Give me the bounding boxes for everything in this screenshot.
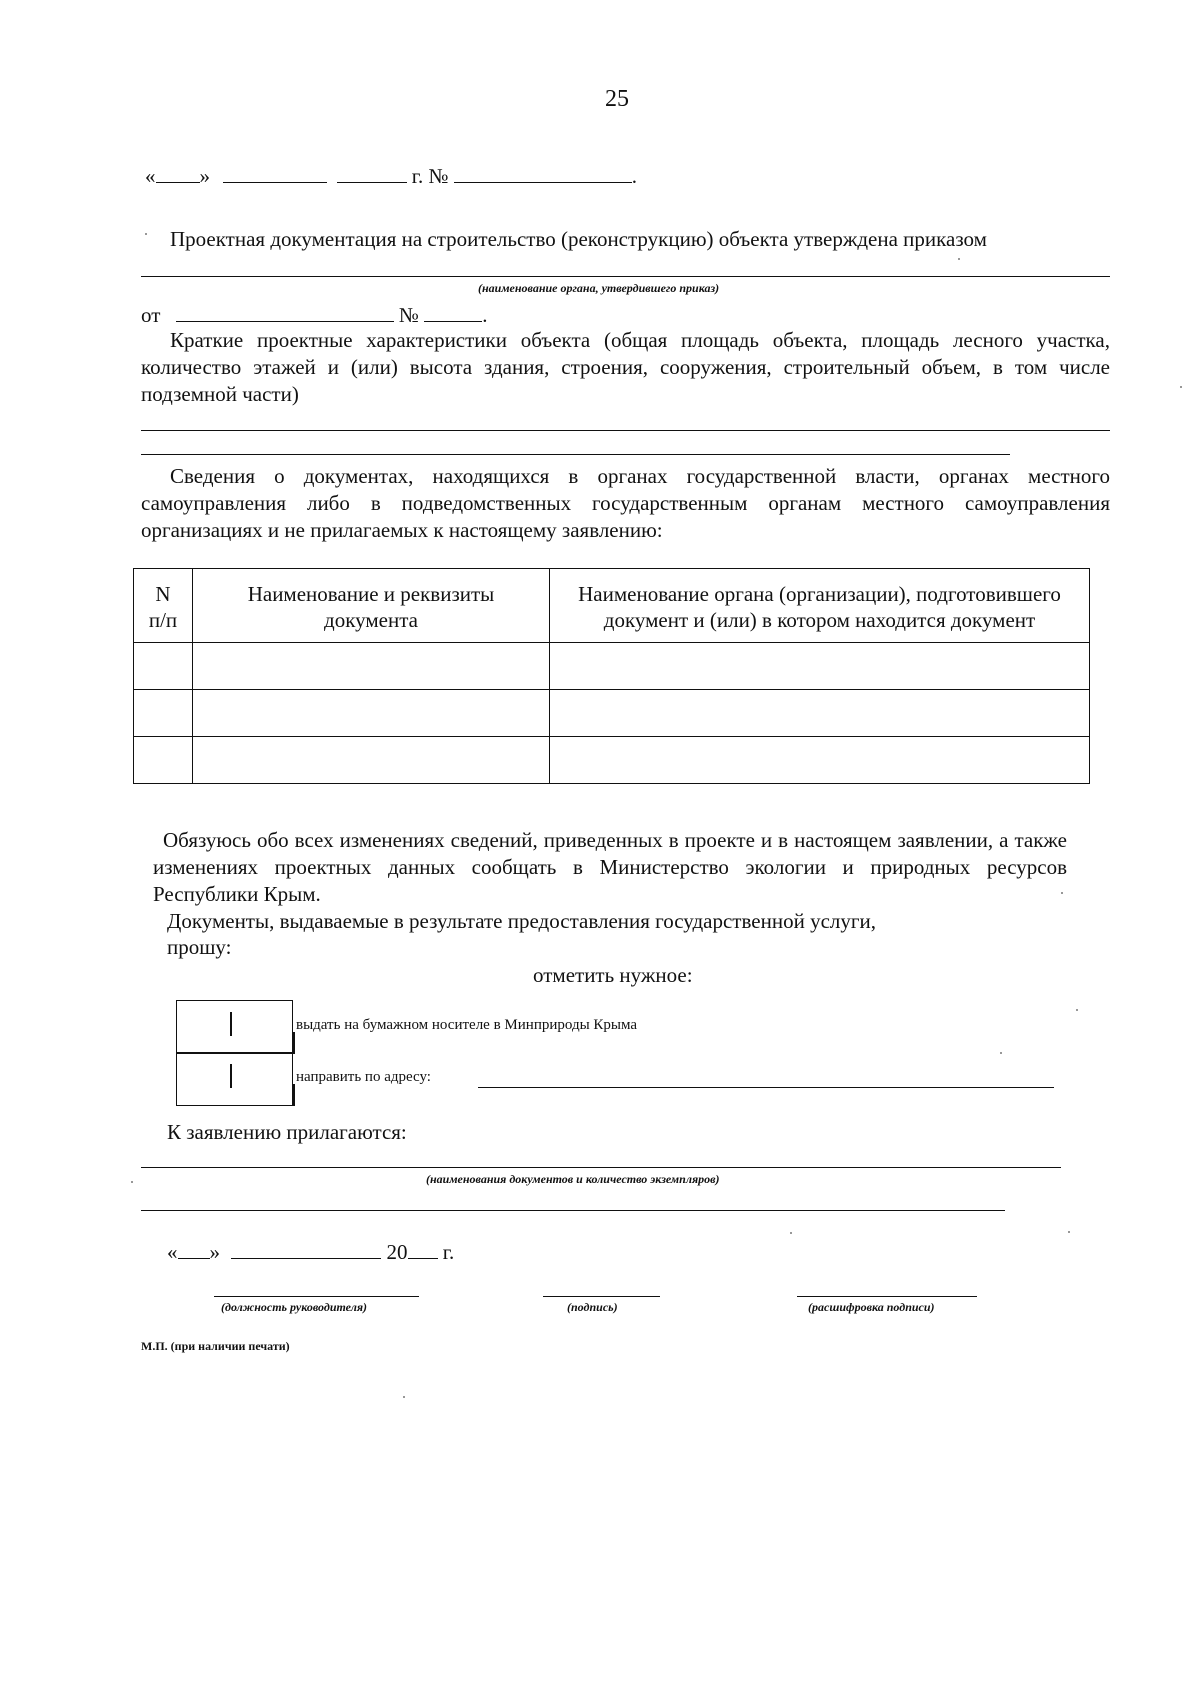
mark-prompt: отметить нужное: <box>533 963 693 987</box>
column-header-number: N п/п <box>134 569 193 643</box>
date-open-quote: « <box>145 164 156 188</box>
signature-year-prefix: 20 <box>386 1240 408 1264</box>
order-line <box>141 302 487 329</box>
year-blank[interactable] <box>337 164 407 183</box>
table-cell[interactable] <box>134 643 193 690</box>
delivery-text-line-1: Документы, выдаваемые в результате предоставления государственной услуги, <box>167 909 876 933</box>
attachments-line-1[interactable] <box>141 1167 1061 1168</box>
order-number-blank[interactable] <box>424 303 482 322</box>
page-number: 25 <box>605 86 629 112</box>
scan-speck <box>145 233 147 235</box>
signature-year-suffix: г. <box>442 1240 455 1264</box>
table-cell[interactable] <box>134 737 193 784</box>
order-date-blank[interactable] <box>176 303 394 322</box>
table-cell[interactable] <box>550 690 1090 737</box>
table-cell[interactable] <box>550 643 1090 690</box>
attachments-title: К заявлению прилагаются: <box>167 1120 407 1144</box>
table-cell[interactable] <box>193 643 550 690</box>
documents-intro: Сведения о документах, находящихся в органах государственной власти, органах местного самоуправления либо в подведомственных государственным органам местного самоуправления организациях и не прилагаемых к настоящему заявлению: <box>141 464 1110 542</box>
signature-month-blank[interactable] <box>231 1240 381 1259</box>
documents-table <box>133 568 1090 784</box>
scan-speck <box>131 1181 133 1183</box>
characteristics-text: Краткие проектные характеристики объекта (общая площадь объекта, площадь лесного участка, количество этажей и (или) высота здания, строения, сооружения, строительный объем, в том числе подземной части) <box>141 328 1110 406</box>
scan-speck <box>403 1396 405 1398</box>
date-end: . <box>631 164 638 188</box>
project-approval-text: Проектная документация на строительство (реконструкцию) объекта утверждена приказом <box>170 227 987 251</box>
registration-number-blank[interactable] <box>454 164 632 183</box>
scan-speck <box>1068 1231 1070 1233</box>
table-cell[interactable] <box>550 737 1090 784</box>
day-blank[interactable] <box>156 164 200 183</box>
table-cell[interactable] <box>134 690 193 737</box>
position-line[interactable] <box>214 1296 419 1297</box>
order-end: . <box>482 303 488 327</box>
column-header-document: Наименование и реквизиты документа <box>193 569 550 643</box>
approving-body-line[interactable] <box>141 276 1110 277</box>
checkbox-connector <box>293 1084 295 1106</box>
signature-date-line <box>167 1239 454 1266</box>
date-line <box>145 163 637 190</box>
name-caption: (расшифровка подписи) <box>808 1300 935 1314</box>
date-year-suffix: г. № <box>411 164 449 188</box>
date-close-quote: » <box>199 164 210 188</box>
scan-speck <box>790 1232 792 1234</box>
table-row <box>134 690 1090 737</box>
signature-line[interactable] <box>543 1296 660 1297</box>
table-cell[interactable] <box>193 690 550 737</box>
scan-speck <box>1180 386 1182 388</box>
attachments-caption: (наименования документов и количество экземпляров) <box>426 1172 720 1186</box>
signature-year-blank[interactable] <box>408 1240 438 1259</box>
table-row <box>134 737 1090 784</box>
characteristics-line-2[interactable] <box>141 454 1010 455</box>
delivery-address-line[interactable] <box>478 1087 1054 1088</box>
position-caption: (должность руководителя) <box>221 1300 368 1314</box>
name-line[interactable] <box>797 1296 977 1297</box>
attachments-line-2[interactable] <box>141 1210 1005 1211</box>
scan-speck <box>1000 1052 1002 1054</box>
signature-close-quote: » <box>209 1240 220 1264</box>
characteristics-line-1[interactable] <box>141 430 1110 431</box>
address-delivery-label: направить по адресу: <box>296 1069 431 1085</box>
column-header-organization: Наименование органа (организации), подготовившего документ и (или) в котором находится документ <box>550 569 1090 643</box>
order-number-sign: № <box>398 303 419 327</box>
address-option-mark <box>230 1064 232 1088</box>
scan-speck <box>1061 892 1063 894</box>
paper-delivery-label: выдать на бумажном носителе в Минприроды Крыма <box>296 1017 638 1033</box>
paper-delivery-checkbox[interactable] <box>176 1000 293 1054</box>
paper-option-mark <box>230 1012 232 1036</box>
approving-body-caption: (наименование органа, утвердившего приказ) <box>478 281 720 295</box>
signature-open-quote: « <box>167 1240 178 1264</box>
obligation-text: Обязуюсь обо всех изменениях сведений, приведенных в проекте и в настоящем заявлении, а также изменениях проектных данных сообщать в Министерство экологии и природных ресурсов Республики Крым. <box>153 828 1067 906</box>
scan-speck <box>1076 1009 1078 1011</box>
delivery-text-line-2: прошу: <box>167 935 232 959</box>
table-header-row <box>134 569 1090 643</box>
signature-caption: (подпись) <box>567 1300 618 1314</box>
address-delivery-checkbox[interactable] <box>176 1052 293 1106</box>
scan-speck <box>958 258 960 260</box>
table-row <box>134 643 1090 690</box>
signature-day-blank[interactable] <box>178 1240 210 1259</box>
table-cell[interactable] <box>193 737 550 784</box>
order-from-label: от <box>141 303 161 327</box>
month-blank[interactable] <box>223 164 327 183</box>
stamp-note: М.П. (при наличии печати) <box>141 1339 290 1353</box>
checkbox-connector <box>293 1032 295 1054</box>
